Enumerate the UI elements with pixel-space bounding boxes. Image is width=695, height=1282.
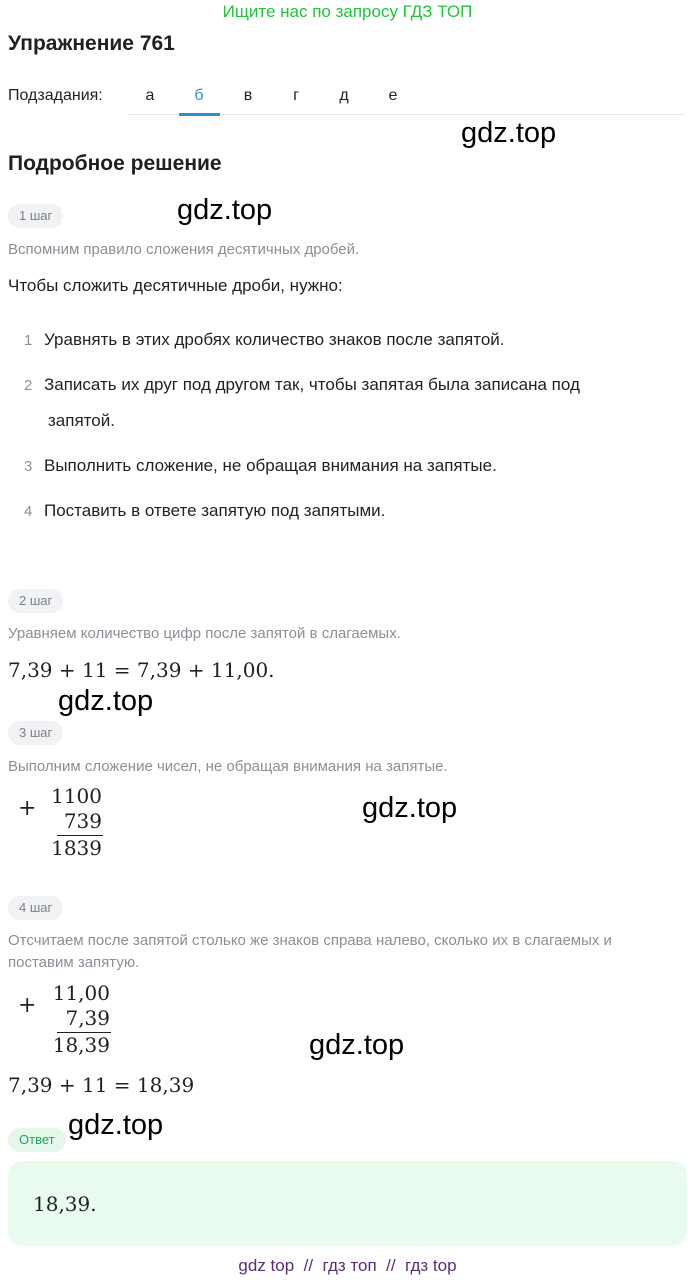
watermark: gdz.top <box>177 194 273 226</box>
list-number: 3 <box>24 458 33 475</box>
footer-separator: // <box>303 1256 314 1275</box>
watermark: gdz.top <box>309 1029 405 1061</box>
tab-v[interactable]: в <box>243 87 253 104</box>
watermark: gdz.top <box>58 685 154 717</box>
step-text: Чтобы сложить десятичные дроби, нужно: <box>8 276 343 295</box>
math-equation: 7,39 + 11 = 18,39 <box>8 1073 195 1097</box>
tab-e[interactable]: е <box>388 87 398 104</box>
column-addend: 11,00 <box>52 981 110 1005</box>
column-sum: 18,39 <box>52 1033 110 1057</box>
page-title: Упражнение 761 <box>8 32 175 55</box>
column-sum: 1839 <box>51 836 102 860</box>
column-addend: 739 <box>63 809 102 833</box>
watermark: gdz.top <box>461 117 557 149</box>
column-addend: 7,39 <box>65 1006 110 1030</box>
list-item: Уравнять в этих дробях количество знаков после запятой. <box>44 330 505 349</box>
list-number: 2 <box>24 377 33 394</box>
step-badge: 4 шаг <box>8 896 63 920</box>
step-hint-continuation: поставим запятую. <box>8 954 140 971</box>
step-badge: 3 шаг <box>8 721 63 745</box>
list-item-continuation: запятой. <box>48 411 115 430</box>
step-hint: Выполним сложение чисел, не обращая внимания на запятые. <box>8 758 448 775</box>
step-hint: Отсчитаем после запятой столько же знаков справа налево, сколько их в слагаемых и <box>8 932 612 949</box>
list-item: Записать их друг под другом так, чтобы запятая была записана под <box>44 375 580 394</box>
plus-sign: + <box>18 993 37 1018</box>
answer-badge: Ответ <box>8 1128 66 1152</box>
list-item: Поставить в ответе запятую под запятыми. <box>44 501 386 520</box>
math-equation: 7,39 + 11 = 7,39 + 11,00. <box>8 658 275 682</box>
step-badge: 1 шаг <box>8 204 63 228</box>
list-number: 4 <box>24 503 33 520</box>
footer-separator: // <box>386 1256 396 1275</box>
footer-link[interactable]: gdz top <box>238 1256 295 1275</box>
step-hint: Уравняем количество цифр после запятой в слагаемых. <box>8 625 401 642</box>
watermark: gdz.top <box>68 1109 164 1141</box>
answer-box <box>8 1161 687 1246</box>
tab-g[interactable]: г <box>293 87 299 104</box>
footer-link[interactable]: гдз топ <box>322 1256 377 1275</box>
column-addend: 1100 <box>51 784 102 808</box>
answer-value: 18,39. <box>33 1192 97 1216</box>
list-item: Выполнить сложение, не обращая внимания на запятые. <box>44 456 497 475</box>
list-number: 1 <box>24 332 33 349</box>
plus-sign: + <box>18 796 37 821</box>
tab-a[interactable]: а <box>145 87 155 104</box>
tab-b[interactable]: б <box>194 87 204 104</box>
subtasks-label: Подзадания: <box>8 87 103 104</box>
search-banner: Ищите нас по запросу ГДЗ ТОП <box>222 2 473 21</box>
footer-link[interactable]: гдз top <box>405 1256 457 1275</box>
active-tab-indicator <box>179 113 220 116</box>
step-hint: Вспомним правило сложения десятичных дробей. <box>8 241 360 258</box>
section-title: Подробное решение <box>8 152 222 175</box>
watermark: gdz.top <box>362 792 458 824</box>
footer-links <box>0 1256 695 1276</box>
tab-d[interactable]: д <box>339 87 349 104</box>
step-badge: 2 шаг <box>8 589 63 613</box>
